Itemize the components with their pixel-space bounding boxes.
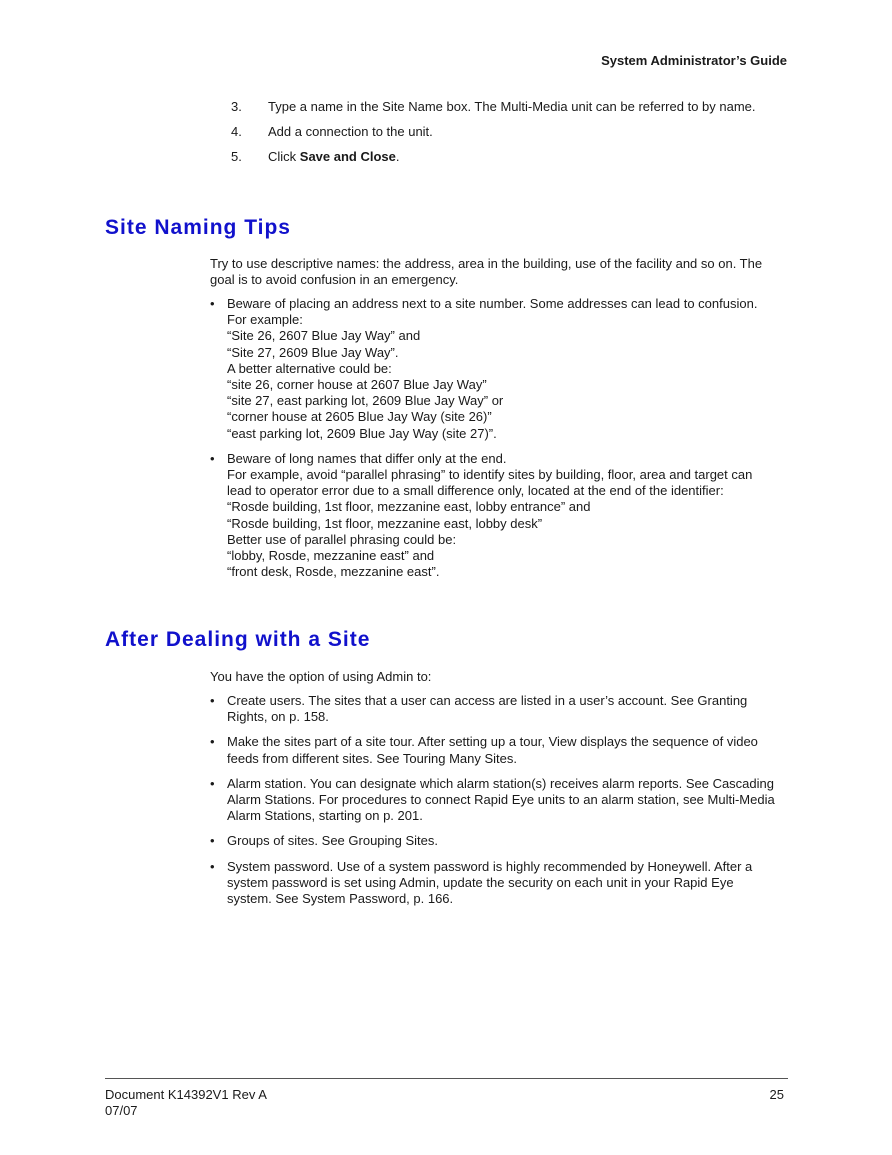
text-line: For example, avoid “parallel phrasing” to identify sites by building, floor, area and target can <box>227 467 753 483</box>
list-item <box>210 776 785 825</box>
step-number: 5. <box>231 149 242 164</box>
section-heading-after-dealing-with-a-site: After Dealing with a Site <box>105 628 371 651</box>
text-line: “Rosde building, 1st floor, mezzanine east, lobby desk” <box>227 515 543 531</box>
step-list <box>231 99 791 174</box>
step-text <box>268 149 400 174</box>
step-number: 3. <box>231 99 242 114</box>
save-and-close-label: Save and Close <box>299 149 396 164</box>
bullet-icon: • <box>210 693 215 708</box>
text-line: System password. Use of a system password is highly recommended by Honeywell. After a <box>227 858 753 874</box>
text-line: “Site 26, 2607 Blue Jay Way” and <box>227 328 421 344</box>
step-number: 4. <box>231 124 242 139</box>
text-line: For example: <box>227 312 303 328</box>
document-id: Document K14392V1 Rev A <box>105 1087 267 1102</box>
naming-tips-list <box>210 296 785 589</box>
step-text: Add a connection to the unit. <box>268 124 433 139</box>
text-line: Beware of placing an address next to a site number. Some addresses can lead to confusion. <box>227 296 758 311</box>
text-line: system. See System Password, p. 166. <box>227 891 454 907</box>
step-item <box>231 124 791 149</box>
footer-divider <box>105 1078 788 1079</box>
text-line: “Site 27, 2609 Blue Jay Way”. <box>227 344 399 360</box>
list-item <box>210 734 785 766</box>
text-line: feeds from different sites. See Touring Many Sites. <box>227 750 517 766</box>
bullet-icon: • <box>210 858 215 874</box>
step-text-prefix: Click <box>268 149 300 164</box>
text-line: Groups of sites. See Grouping Sites. <box>227 833 438 849</box>
list-item <box>210 833 785 849</box>
step-item <box>231 149 791 174</box>
section-heading-site-naming-tips: Site Naming Tips <box>105 216 291 239</box>
running-header: System Administrator’s Guide <box>601 53 787 68</box>
document-date: 07/07 <box>105 1103 138 1118</box>
text-line: Beware of long names that differ only at the end. <box>227 450 507 466</box>
text-line: “east parking lot, 2609 Blue Jay Way (site 27)”. <box>227 425 497 441</box>
text-line: system password is set using Admin, update the security on each unit in your Rapid Eye <box>227 874 734 890</box>
list-item <box>210 296 785 442</box>
step-text-suffix: . <box>395 149 400 164</box>
text-line: “site 27, east parking lot, 2609 Blue Jay Way” or <box>227 393 504 409</box>
page-number: 25 <box>769 1087 784 1102</box>
admin-options-list <box>210 693 785 916</box>
text-line: Alarm Stations, starting on p. 201. <box>227 808 423 824</box>
text-line: “front desk, Rosde, mezzanine east”. <box>227 564 440 580</box>
bullet-icon: • <box>210 734 215 750</box>
text-line: lead to operator error due to a small difference only, located at the end of the identifier: <box>227 483 724 499</box>
list-item <box>210 693 785 725</box>
step-item <box>231 99 791 124</box>
text-line: A better alternative could be: <box>227 360 392 376</box>
bullet-icon: • <box>210 833 215 849</box>
footer-doc-info <box>105 1087 267 1119</box>
text-line: Alarm Stations. For procedures to connect Rapid Eye units to an alarm station, see Multi-Media <box>227 792 775 808</box>
text-line: Create users. The sites that a user can access are listed in a user’s account. See Granting <box>227 693 748 708</box>
text-line: Make the sites part of a site tour. After setting up a tour, View displays the sequence of video <box>227 734 758 750</box>
step-text: Type a name in the Site Name box. The Multi-Media unit can be referred to by name. <box>268 99 756 114</box>
list-item <box>210 451 785 581</box>
text-line: Better use of parallel phrasing could be: <box>227 531 457 547</box>
bullet-icon: • <box>210 296 215 311</box>
section-intro: You have the option of using Admin to: <box>210 669 432 684</box>
list-item <box>210 859 785 908</box>
text-line: “lobby, Rosde, mezzanine east” and <box>227 548 435 564</box>
bullet-icon: • <box>210 775 215 791</box>
text-line: “Rosde building, 1st floor, mezzanine east, lobby entrance” and <box>227 499 591 515</box>
text-line: Alarm station. You can designate which alarm station(s) receives alarm reports. See Cascading <box>227 775 774 791</box>
bullet-icon: • <box>210 450 215 466</box>
section-intro: Try to use descriptive names: the address, area in the building, use of the facility and so on. The goal is to avoid confusion in an emergency. <box>210 256 763 287</box>
text-line: Rights, on p. 158. <box>227 709 329 725</box>
text-line: “site 26, corner house at 2607 Blue Jay Way” <box>227 377 487 393</box>
text-line: “corner house at 2605 Blue Jay Way (site 26)” <box>227 409 492 425</box>
